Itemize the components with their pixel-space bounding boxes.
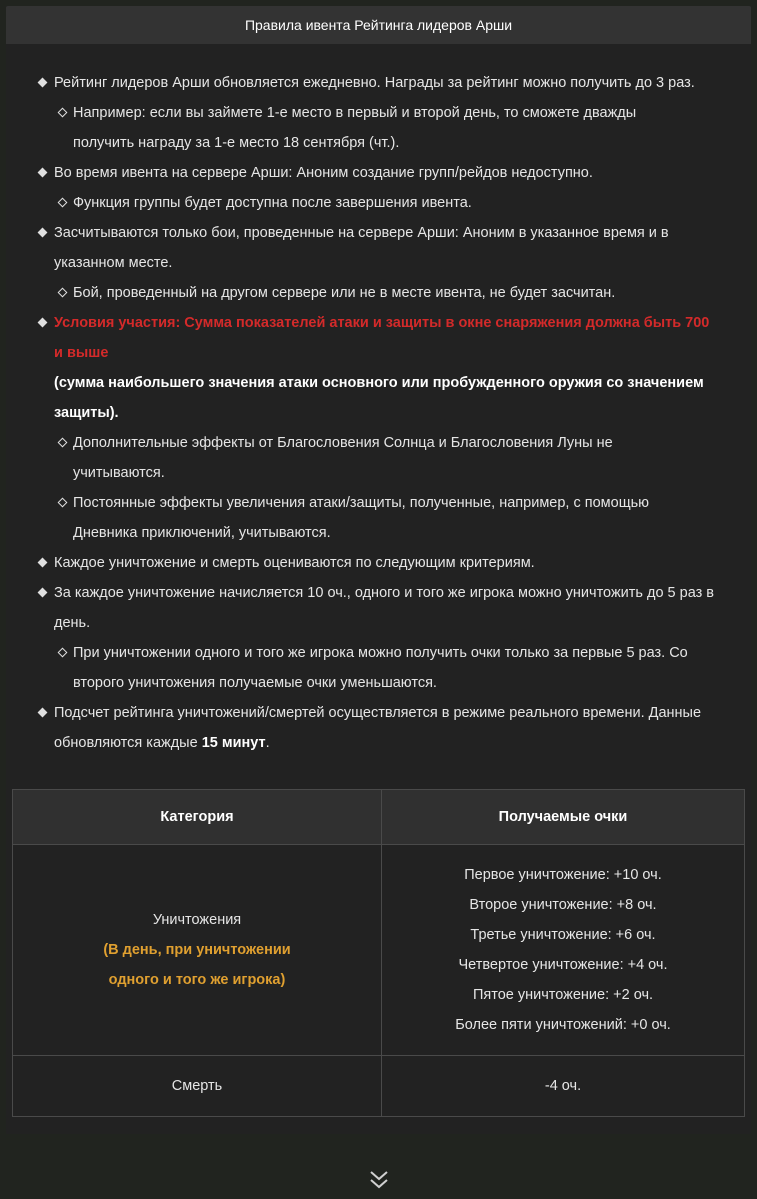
kills-points-cell (382, 845, 745, 1056)
panel-title: Правила ивента Рейтинга лидеров Арши (244, 17, 513, 33)
rule-item: Во время ивента на сервере Арши: Аноним создание групп/рейдов недоступно. (6, 158, 751, 188)
kills-note-line2: одного и того же игрока) (108, 972, 286, 988)
rule-item: Каждое уничтожение и смерть оцениваются по следующим критериям. (6, 548, 751, 578)
column-header-category: Категория (13, 790, 382, 845)
rule-item-conditions: Условия участия: Сумма показателей атаки и защиты в окне снаряжения должна быть 700 (6, 308, 751, 338)
diamond-bullet-icon (38, 558, 48, 568)
table-header-row (13, 790, 745, 845)
kills-label: Уничтожения (152, 912, 242, 928)
kill-points-5: Пятое уничтожение: +2 оч. (472, 987, 654, 1003)
rule-subitem: Бой, проведенный на другом сервере или не в месте ивента, не будет засчитан. (6, 278, 751, 308)
rule-continuation: (сумма наибольшего значения атаки основного или пробужденного оружия со значением (54, 375, 704, 391)
hollow-diamond-bullet-icon (58, 498, 68, 508)
diamond-bullet-icon (38, 318, 48, 328)
kills-category-cell (13, 845, 382, 1056)
diamond-bullet-icon (38, 168, 48, 178)
rule-continuation: Дневника приключений, учитываются. (73, 525, 331, 541)
rule-item: Рейтинг лидеров Арши обновляется ежедневно. Награды за рейтинг можно получить до 3 раз. (6, 68, 751, 98)
rule-continuation: получить награду за 1-е место 18 сентября (чт.). (73, 135, 400, 151)
rule-continuation: учитываются. (73, 465, 165, 481)
death-points-cell: -4 оч. (382, 1056, 745, 1117)
rule-item: За каждое уничтожение начисляется 10 оч., одного и того же игрока можно уничтожить до 5 раз в (6, 578, 751, 608)
points-table (12, 789, 745, 1117)
kill-points-2: Второе уничтожение: +8 оч. (469, 897, 657, 913)
panel-header (6, 6, 751, 44)
hollow-diamond-bullet-icon (58, 108, 68, 118)
rule-continuation: второго уничтожения получаемые очки уменьшаются. (73, 675, 437, 691)
table-row-death (13, 1056, 745, 1117)
diamond-bullet-icon (38, 708, 48, 718)
rule-item: Засчитываются только бои, проведенные на сервере Арши: Аноним в указанное время и в (6, 218, 751, 248)
column-header-points: Получаемые очки (382, 790, 745, 845)
rule-subitem: При уничтожении одного и того же игрока можно получить очки только за первые 5 раз. Со (6, 638, 751, 668)
hollow-diamond-bullet-icon (58, 648, 68, 658)
rule-continuation: день. (54, 615, 91, 631)
kill-points-3: Третье уничтожение: +6 оч. (470, 927, 656, 943)
kill-points-6: Более пяти уничтожений: +0 оч. (455, 1017, 671, 1033)
death-category-cell: Смерть (13, 1056, 382, 1117)
diamond-bullet-icon (38, 588, 48, 598)
rule-subitem: Постоянные эффекты увеличения атаки/защиты, полученные, например, с помощью (6, 488, 751, 518)
kill-points-1: Первое уничтожение: +10 оч. (464, 867, 662, 883)
update-interval: 15 минут (201, 735, 266, 751)
rule-subitem: Например: если вы займете 1-е место в первый и второй день, то сможете дважды (6, 98, 751, 128)
rules-list (6, 68, 751, 758)
kills-note-line1: (В день, при уничтожении (103, 942, 291, 958)
double-chevron-down-icon[interactable] (366, 1167, 392, 1193)
rule-subitem: Дополнительные эффекты от Благословения Солнца и Благословения Луны не (6, 428, 751, 458)
rule-continuation: обновляются каждые 15 минут. (54, 735, 270, 751)
rules-panel (6, 6, 751, 1134)
rule-continuation: указанном месте. (54, 255, 173, 271)
rule-continuation: и выше (54, 345, 109, 361)
diamond-bullet-icon (38, 78, 48, 88)
hollow-diamond-bullet-icon (58, 288, 68, 298)
table-row-kills (13, 845, 745, 1056)
hollow-diamond-bullet-icon (58, 438, 68, 448)
kill-points-4: Четвертое уничтожение: +4 оч. (458, 957, 668, 973)
diamond-bullet-icon (38, 228, 48, 238)
hollow-diamond-bullet-icon (58, 198, 68, 208)
rule-continuation: защиты). (54, 405, 119, 421)
rule-item: Подсчет рейтинга уничтожений/смертей осуществляется в режиме реального времени. Данные (6, 698, 751, 728)
rule-subitem: Функция группы будет доступна после завершения ивента. (6, 188, 751, 218)
